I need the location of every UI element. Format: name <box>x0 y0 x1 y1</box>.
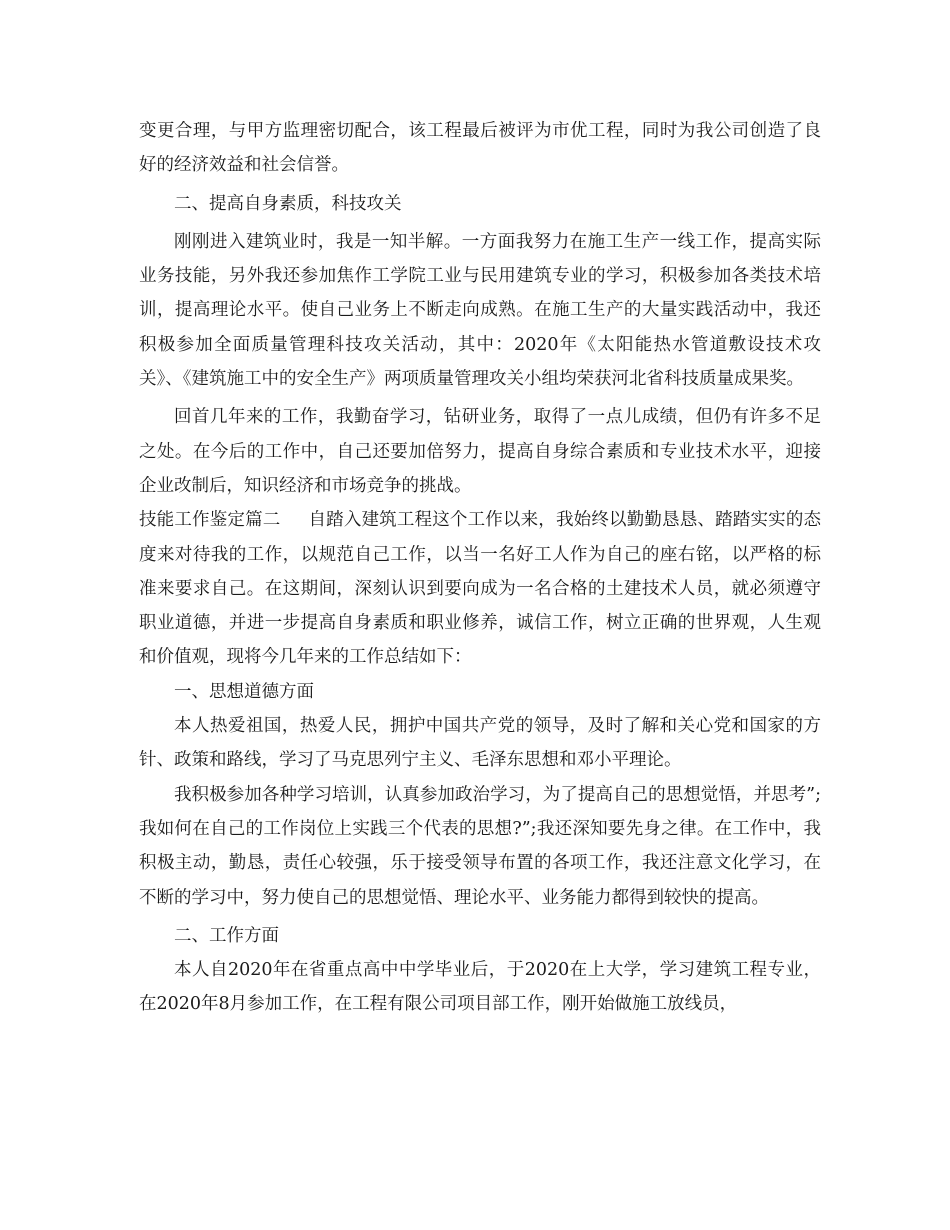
section-title-inline: 技能工作鉴定篇二 <box>139 510 281 531</box>
document-body <box>139 114 821 1022</box>
section-two-body: 自踏入建筑工程这个工作以来，我始终以勤勤恳恳、踏踏实实的态度来对待我的工作，以规范自己工作，以当一名好工人作为自己的座右铭，以严格的标准来要求自己。在这期间，深刻认识到要向成为一名合格的土建技术人员，就必须遵守职业道德，并进一步提高自身素质和职业修养，诚信工作，树立正确的世界观，人生观和价值观，现将今几年来的工作总结如下： <box>139 510 822 668</box>
paragraph-review: 回首几年来的工作，我勤奋学习，钻研业务，取得了一点儿成绩，但仍有许多不足之处。在今后的工作中，自己还要加倍努力，提高自身综合素质和专业技术水平，迎接企业改制后，知识经济和市场竞争的挑战。 <box>139 407 821 496</box>
paragraph-section-two <box>139 503 821 674</box>
paragraph-intro-continued: 变更合理，与甲方监理密切配合，该工程最后被评为市优工程，同时为我公司创造了良好的经济效益和社会信誉。 <box>139 121 821 176</box>
paragraph-tech-research: 刚刚进入建筑业时，我是一知半解。一方面我努力在施工生产一线工作，提高实际业务技能，另外我还参加焦作工学院工业与民用建筑专业的学习，积极参加各类技术培训，提高理论水平。使自己业务上不断走向成熟。在施工生产的大量实践活动中，我还积极参加全面质量管理科技攻关活动，其中：2020年《太阳能热水管道敷设技术攻关》、《建筑施工中的安全生产》两项质量管理攻关小组均荣获河北省科技质量成果奖。 <box>139 231 821 390</box>
section-heading-ethics: 一、思想道德方面 <box>174 681 314 702</box>
paragraph-career: 本人自2020年在省重点高中中学毕业后，于2020在上大学，学习建筑工程专业，在2020年8月参加工作，在工程有限公司项目部工作，刚开始做施工放线员， <box>139 960 821 1015</box>
paragraph-love-country: 本人热爱祖国，热爱人民，拥护中国共产党的领导，及时了解和关心党和国家的方针、政策和路线，学习了马克思列宁主义、毛泽东思想和邓小平理论。 <box>139 716 821 771</box>
section-heading-self-quality: 二、提高自身素质，科技攻关 <box>174 193 402 214</box>
section-heading-work: 二、工作方面 <box>174 925 279 946</box>
paragraph-study-training: 我积极参加各种学习培训，认真参加政治学习，为了提高自己的思想觉悟，并思考”;我如何在自己的工作岗位上实践三个代表的思想?”;我还深知要先身之律。在工作中，我积极主动，勤恳，责任心较强，乐于接受领导布置的各项工作，我还注意文化学习，在不断的学习中，努力使自己的思想觉悟、理论水平、业务能力都得到较快的提高。 <box>139 784 821 908</box>
